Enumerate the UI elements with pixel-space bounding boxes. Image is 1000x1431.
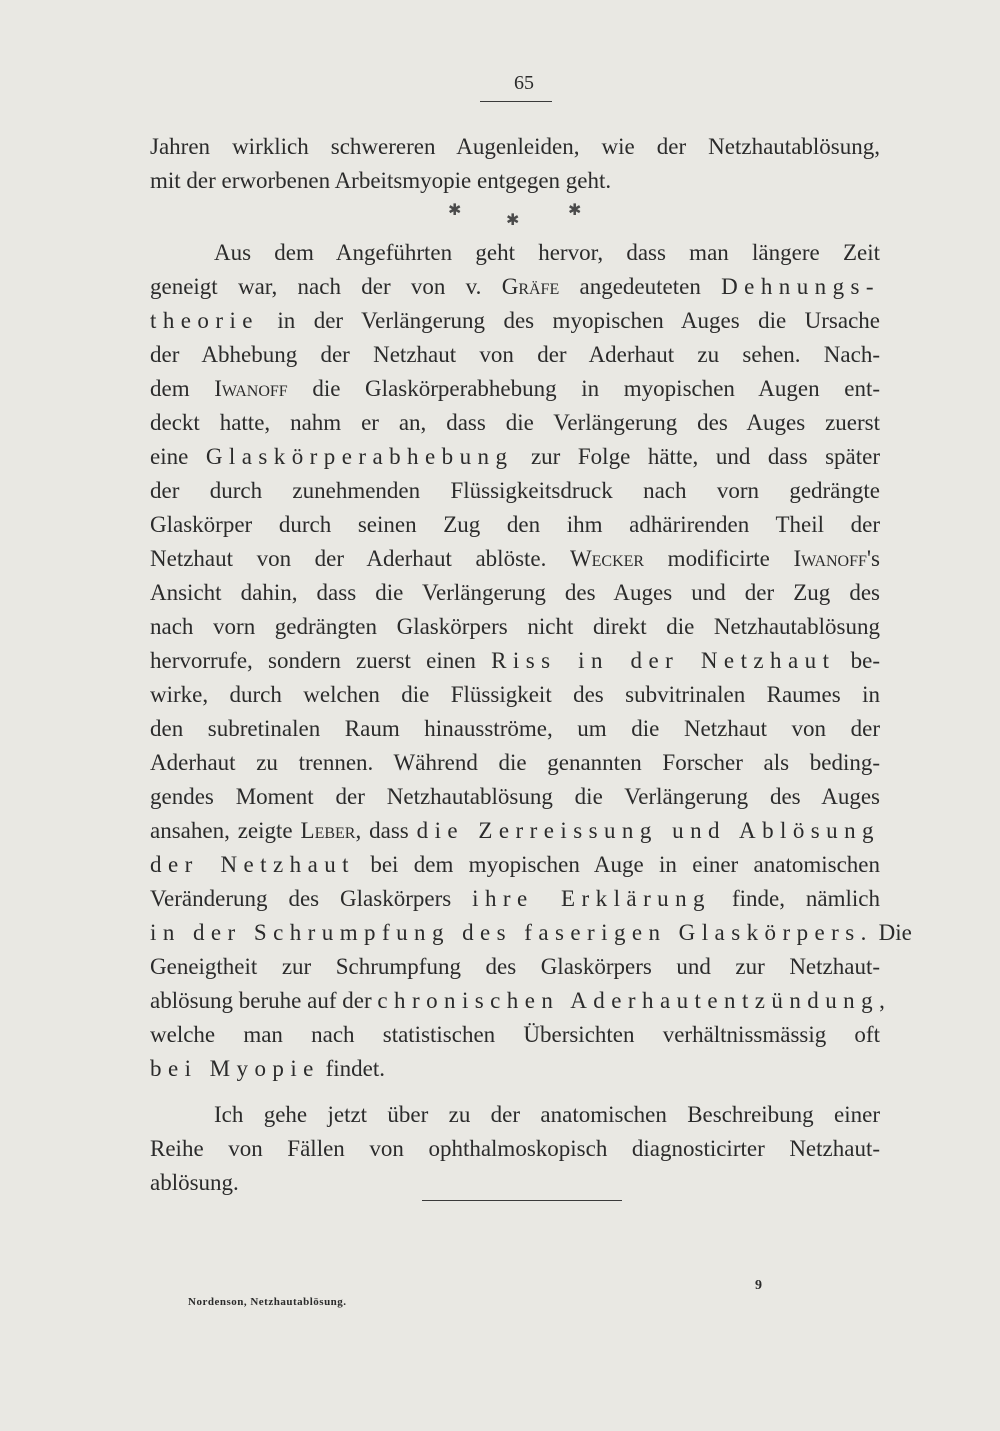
text-run: ansahen, zeigte [150, 818, 301, 843]
text-line: gendes Moment der Netzhautablösung die Verlängerung des Auges [150, 784, 880, 809]
sheet-number: 9 [755, 1278, 762, 1293]
text-line [150, 848, 880, 882]
author-name: Gräfe [501, 274, 560, 299]
text-run: zur Folge hätte, und dass später [513, 444, 880, 469]
text-run: geneigt war, nach der von v. [150, 274, 502, 299]
text-line [150, 882, 880, 916]
end-rule [422, 1200, 622, 1201]
text-line [150, 644, 880, 678]
text-line: Ich gehe jetzt über zu der anatomischen Beschreibung einer [214, 1102, 880, 1127]
text-line [150, 372, 880, 406]
text-line: der Abhebung der Netzhaut von der Aderhaut zu sehen. Nach- [150, 342, 880, 367]
text-line: Reihe von Fällen von ophthalmoskopisch diagnosticirter Netzhaut- [150, 1136, 880, 1161]
text-line: Glaskörper durch seinen Zug den ihm adhärirenden Theil der [150, 512, 880, 537]
text-run: 's [866, 546, 881, 571]
text-run: dem [150, 376, 215, 401]
text-run: findet. [319, 1056, 385, 1081]
text-line: mit der erworbenen Arbeitsmyopie entgegen geht. [150, 168, 612, 193]
text-line [150, 270, 880, 304]
emphasized-term: chronischen Aderhautentzündung, [377, 988, 892, 1013]
author-name: Iwanoff [793, 546, 867, 571]
text-line [150, 984, 892, 1018]
emphasized-term: theorie [150, 308, 259, 333]
text-line: Ansicht dahin, dass die Verlängerung des Auges und der Zug des [150, 580, 880, 605]
emphasized-term: ihre Erklärung [472, 886, 711, 911]
text-line: deckt hatte, nahm er an, dass die Verlängerung des Auges zuerst [150, 410, 880, 435]
text-run: hervorrufe, sondern zuerst einen [150, 648, 492, 673]
asterisk-icon: ✱ [448, 202, 462, 219]
text-line: Aus dem Angeführten geht hervor, dass man längere Zeit [214, 240, 880, 265]
text-line: wirke, durch welchen die Flüssigkeit des subvitrinalen Raumes in [150, 682, 880, 707]
text-line: Jahren wirklich schwereren Augenleiden, wie der Netzhautablösung, [150, 134, 880, 159]
text-run: Die [872, 920, 912, 945]
page-number: 65 [514, 72, 534, 94]
text-line [150, 916, 912, 950]
text-run: ablösung beruhe auf der [150, 988, 378, 1013]
text-line [150, 814, 880, 848]
emphasized-term: Riss in der Netzhaut [491, 648, 836, 673]
text-line: nach vorn gedrängten Glaskörpers nicht direkt die Netzhautablösung [150, 614, 880, 639]
author-name: Leber [300, 818, 356, 843]
footer-signature: Nordenson, Netzhautablösung. [188, 1296, 347, 1308]
text-line: Aderhaut zu trennen. Während die genannten Forscher als beding- [150, 750, 880, 775]
text-line [150, 1052, 385, 1086]
text-run: in der Verlängerung des myopischen Auges die Ursache [258, 308, 880, 333]
text-run: bei dem myopischen Auge in einer anatomischen [355, 852, 880, 877]
text-line: welche man nach statistischen Übersichten verhältnissmässig oft [150, 1022, 880, 1047]
emphasized-term: bei Myopie [150, 1056, 320, 1081]
asterisk-icon: ✱ [506, 212, 520, 229]
emphasized-term: der Netzhaut [150, 852, 355, 877]
text-line: ablösung. [150, 1170, 239, 1195]
text-line: den subretinalen Raum hinausströme, um die Netzhaut von der [150, 716, 880, 741]
text-line [150, 440, 880, 474]
text-run: die Glaskörperabhebung in myopischen Augen ent- [287, 376, 880, 401]
text-line: Geneigtheit zur Schrumpfung des Glaskörpers und zur Netzhaut- [150, 954, 880, 979]
page-number-rule [480, 101, 552, 102]
author-name: Wecker [569, 546, 645, 571]
text-run: Veränderung des Glaskörpers [150, 886, 473, 911]
asterisk-icon: ✱ [568, 202, 582, 219]
emphasized-term: Dehnungs- [721, 274, 881, 299]
emphasized-term: Glaskörperabhebung [205, 444, 514, 469]
text-line [150, 304, 880, 338]
text-line: der durch zunehmenden Flüssigkeitsdruck nach vorn gedrängte [150, 478, 880, 503]
text-run: angedeuteten [559, 274, 722, 299]
section-separator [440, 196, 590, 236]
text-line [150, 542, 880, 576]
text-run: , dass [355, 818, 417, 843]
text-run: Netzhaut von der Aderhaut ablöste. [150, 546, 570, 571]
author-name: Iwanoff [214, 376, 288, 401]
emphasized-term: die Zerreissung und Ablösung [416, 818, 880, 843]
emphasized-term: in der Schrumpfung des faserigen Glaskörpers. [150, 920, 873, 945]
text-run: modificirte [644, 546, 794, 571]
text-run: finde, nämlich [711, 886, 880, 911]
text-run: be- [835, 648, 880, 673]
text-run: eine [150, 444, 206, 469]
